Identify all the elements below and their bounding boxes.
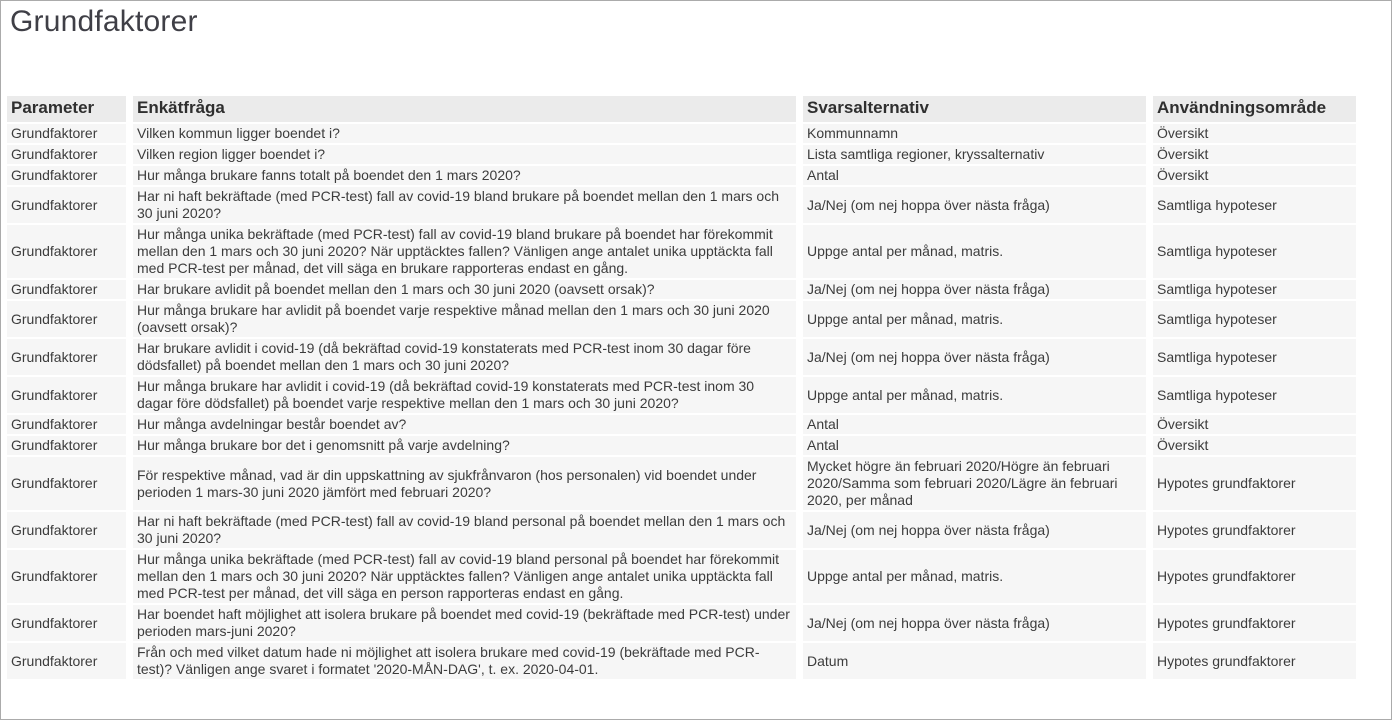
cell-text: Ja/Nej (om nej hoppa över nästa fråga)	[807, 281, 1050, 297]
cell-text: Hur många brukare har avlidit på boendet varje respektive månad mellan den 1 mars och 30 juni 2020 (oavsett orsak)?	[137, 302, 770, 335]
cell-text: Vilken kommun ligger boendet i?	[137, 125, 340, 141]
cell-text: Har brukare avlidit på boendet mellan den 1 mars och 30 juni 2020 (oavsett orsak)?	[137, 281, 655, 297]
cell-answers	[803, 550, 1146, 603]
cell-text: Hur många brukare bor det i genomsnitt på varje avdelning?	[137, 437, 510, 453]
cell-answers	[803, 377, 1146, 413]
cell-text: Samtliga hypoteser	[1157, 348, 1277, 365]
cell-parameter	[7, 415, 126, 434]
cell-text: Uppge antal per månad, matris.	[807, 243, 1004, 259]
cell-text: Hur många avdelningar består boendet av?	[137, 416, 407, 432]
table-row	[7, 339, 1356, 375]
cell-text: Samtliga hypoteser	[1157, 196, 1277, 213]
cell-text: Grundfaktorer	[11, 386, 98, 403]
cell-usage	[1153, 280, 1356, 299]
cell-answers	[803, 643, 1146, 679]
cell-usage	[1153, 377, 1356, 413]
cell-usage	[1153, 415, 1356, 434]
cell-parameter	[7, 280, 126, 299]
cell-usage	[1153, 187, 1356, 223]
cell-parameter	[7, 377, 126, 413]
cell-question	[133, 415, 796, 434]
cell-text: Ja/Nej (om nej hoppa över nästa fråga)	[807, 348, 1050, 365]
cell-text: Uppge antal per månad, matris.	[807, 568, 1004, 584]
cell-parameter	[7, 166, 126, 185]
cell-text: Grundfaktorer	[11, 125, 98, 141]
cell-text: Kommunnamn	[807, 125, 899, 141]
cell-text: Uppge antal per månad, matris.	[807, 386, 1004, 403]
cell-text: Grundfaktorer	[11, 521, 98, 538]
cell-parameter	[7, 512, 126, 548]
cell-answers	[803, 605, 1146, 641]
table-row	[7, 605, 1356, 641]
cell-answers	[803, 225, 1146, 278]
cell-parameter	[7, 301, 126, 337]
cell-text: Samtliga hypoteser	[1157, 386, 1277, 403]
cell-text: Grundfaktorer	[11, 348, 98, 365]
column-header-parameter: Parameter	[7, 96, 126, 122]
table-row	[7, 377, 1356, 413]
cell-text: Översikt	[1157, 437, 1209, 453]
cell-text: Översikt	[1157, 125, 1209, 141]
cell-usage	[1153, 145, 1356, 164]
cell-usage	[1153, 512, 1356, 548]
cell-text: Datum	[807, 652, 849, 669]
cell-text: Antal	[807, 437, 839, 453]
cell-question	[133, 187, 796, 223]
cell-usage	[1153, 124, 1356, 143]
cell-text: Grundfaktorer	[11, 167, 98, 183]
cell-question	[133, 457, 796, 510]
cell-text: Mycket högre än februari 2020/Högre än februari 2020/Samma som februari 2020/Lägre än februari 2020, per månad	[807, 458, 1118, 508]
cell-text: Hypotes grundfaktorer	[1157, 614, 1296, 631]
cell-answers	[803, 301, 1146, 337]
cell-usage	[1153, 436, 1356, 455]
cell-text: Översikt	[1157, 146, 1209, 162]
cell-answers	[803, 166, 1146, 185]
cell-parameter	[7, 605, 126, 641]
cell-answers	[803, 339, 1146, 375]
cell-parameter	[7, 339, 126, 375]
cell-usage	[1153, 339, 1356, 375]
cell-answers	[803, 187, 1146, 223]
cell-usage	[1153, 457, 1356, 510]
table-row	[7, 280, 1356, 299]
table-row	[7, 124, 1356, 143]
cell-text: Uppge antal per månad, matris.	[807, 310, 1004, 327]
table-row	[7, 457, 1356, 510]
table-body	[7, 124, 1356, 679]
cell-text: Grundfaktorer	[11, 196, 98, 213]
cell-text: Vilken region ligger boendet i?	[137, 146, 326, 162]
cell-usage	[1153, 166, 1356, 185]
cell-question	[133, 436, 796, 455]
cell-usage	[1153, 225, 1356, 278]
cell-text: Antal	[807, 167, 839, 183]
cell-text: Grundfaktorer	[11, 568, 98, 584]
cell-text: Hypotes grundfaktorer	[1157, 521, 1296, 538]
cell-text: Ja/Nej (om nej hoppa över nästa fråga)	[807, 521, 1050, 538]
cell-text: Hypotes grundfaktorer	[1157, 652, 1296, 669]
cell-text: Översikt	[1157, 416, 1209, 432]
cell-question	[133, 512, 796, 548]
cell-text: Grundfaktorer	[11, 437, 98, 453]
cell-question	[133, 166, 796, 185]
cell-text: Har boendet haft möjlighet att isolera brukare på boendet med covid-19 (bekräftade med PCR-test) under perioden mars-juni 2020?	[137, 606, 790, 639]
cell-question	[133, 301, 796, 337]
cell-text: Hur många brukare fanns totalt på boendet den 1 mars 2020?	[137, 167, 521, 183]
cell-usage	[1153, 301, 1356, 337]
cell-parameter	[7, 225, 126, 278]
cell-text: Samtliga hypoteser	[1157, 243, 1277, 259]
table-row	[7, 550, 1356, 603]
cell-question	[133, 280, 796, 299]
cell-text: Från och med vilket datum hade ni möjlighet att isolera brukare med covid-19 (bekräftade med PCR-test)? Vänligen ange svaret i formatet '2020-MÅN-DAG', t. ex. 2020-04-01.	[137, 644, 760, 677]
cell-answers	[803, 280, 1146, 299]
cell-text: Grundfaktorer	[11, 475, 98, 491]
cell-question	[133, 643, 796, 679]
cell-text: Hypotes grundfaktorer	[1157, 568, 1296, 584]
cell-parameter	[7, 550, 126, 603]
cell-text: Översikt	[1157, 167, 1209, 183]
table-row	[7, 301, 1356, 337]
column-header-question: Enkätfråga	[133, 96, 796, 122]
cell-question	[133, 339, 796, 375]
cell-answers	[803, 415, 1146, 434]
cell-text: För respektive månad, vad är din uppskattning av sjukfrånvaron (hos personalen) vid boendet under perioden 1 mars-30 juni 2020 jämfört med februari 2020?	[137, 466, 757, 500]
cell-text: Grundfaktorer	[11, 243, 98, 259]
cell-parameter	[7, 187, 126, 223]
cell-parameter	[7, 457, 126, 510]
table-row	[7, 643, 1356, 679]
table-row	[7, 225, 1356, 278]
cell-answers	[803, 124, 1146, 143]
cell-text: Hypotes grundfaktorer	[1157, 475, 1296, 491]
cell-usage	[1153, 550, 1356, 603]
cell-text: Hur många unika bekräftade (med PCR-test) fall av covid-19 bland personal på boendet har förekommit mellan den 1 mars och 30 juni 2020? När upptäcktes fallen? Vänligen ange antalet unika upptäckta fall med PCR-test per månad, det vill säga en person rapporteras endast en gång.	[137, 551, 779, 601]
cell-text: Ja/Nej (om nej hoppa över nästa fråga)	[807, 614, 1050, 631]
cell-text: Ja/Nej (om nej hoppa över nästa fråga)	[807, 196, 1050, 213]
cell-parameter	[7, 145, 126, 164]
cell-answers	[803, 436, 1146, 455]
cell-parameter	[7, 124, 126, 143]
cell-question	[133, 124, 796, 143]
cell-answers	[803, 145, 1146, 164]
cell-text: Samtliga hypoteser	[1157, 281, 1277, 297]
page-title: Grundfaktorer	[10, 5, 198, 38]
cell-text: Har brukare avlidit i covid-19 (då bekräftad covid-19 konstaterats med PCR-test inom 30 dagar före dödsfallet) på boendet mellan den 1 mars och 30 juni 2020?	[137, 340, 751, 373]
cell-question	[133, 605, 796, 641]
column-header-answers: Svarsalternativ	[803, 96, 1146, 122]
cell-question	[133, 377, 796, 413]
cell-text: Hur många brukare har avlidit i covid-19 (då bekräftad covid-19 konstaterats med PCR-test inom 30 dagar före dödsfallet) på boendet varje respektive mellan den 1 mars och 30 juni 2020?	[137, 378, 755, 411]
cell-text: Hur många unika bekräftade (med PCR-test) fall av covid-19 bland brukare på boendet har förekommit mellan den 1 mars och 30 juni 2020? När upptäcktes fallen? Vänligen ange antalet unika upptäckta fall med PCR-test per månad, det vill säga en brukare rapporteras endast en gång.	[137, 226, 773, 276]
cell-question	[133, 550, 796, 603]
cell-text: Har ni haft bekräftade (med PCR-test) fall av covid-19 bland personal på boendet mellan den 1 mars och 30 juni 2020?	[137, 513, 786, 546]
cell-question	[133, 145, 796, 164]
table-header-row	[7, 96, 1356, 122]
cell-text: Grundfaktorer	[11, 146, 98, 162]
cell-text: Lista samtliga regioner, kryssalternativ	[807, 146, 1045, 162]
cell-parameter	[7, 436, 126, 455]
table-row	[7, 415, 1356, 434]
cell-text: Grundfaktorer	[11, 614, 98, 631]
column-header-usage: Användningsområde	[1153, 96, 1356, 122]
cell-answers	[803, 512, 1146, 548]
cell-usage	[1153, 605, 1356, 641]
table-row	[7, 166, 1356, 185]
table-row	[7, 512, 1356, 548]
survey-table	[7, 96, 1356, 681]
table-row	[7, 187, 1356, 223]
cell-parameter	[7, 643, 126, 679]
cell-text: Grundfaktorer	[11, 416, 98, 432]
cell-text: Grundfaktorer	[11, 652, 98, 669]
cell-question	[133, 225, 796, 278]
cell-text: Grundfaktorer	[11, 310, 98, 327]
cell-text: Samtliga hypoteser	[1157, 310, 1277, 327]
cell-text: Antal	[807, 416, 839, 432]
cell-text: Har ni haft bekräftade (med PCR-test) fall av covid-19 bland brukare på boendet mellan den 1 mars och 30 juni 2020?	[137, 188, 780, 221]
cell-answers	[803, 457, 1146, 510]
cell-usage	[1153, 643, 1356, 679]
cell-text: Grundfaktorer	[11, 281, 98, 297]
table-row	[7, 145, 1356, 164]
table-row	[7, 436, 1356, 455]
